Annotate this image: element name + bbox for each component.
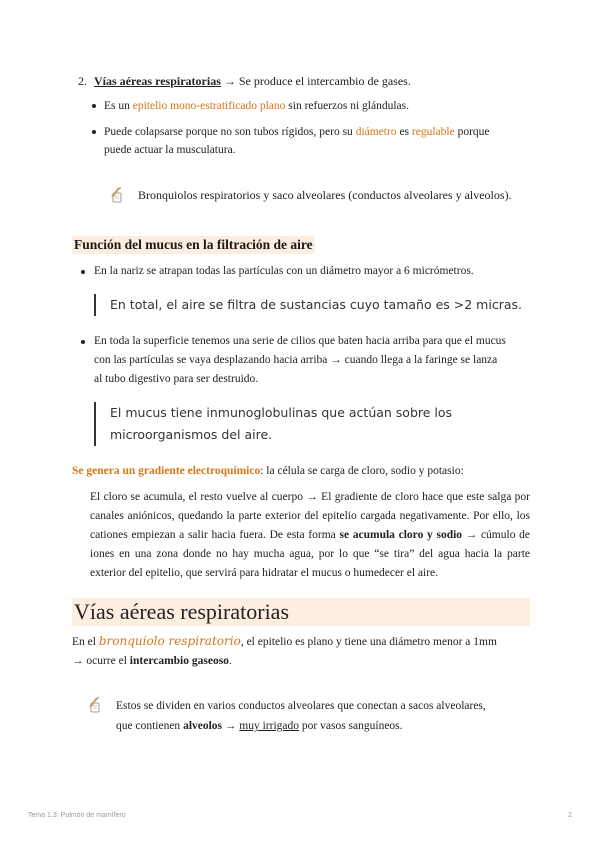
gradient-body (90, 488, 530, 583)
text: : la célula se carga de cloro, sodio y potasio: (260, 465, 464, 477)
text: Puede colapsarse porque no son tubos rígidos, pero su (104, 126, 356, 138)
gradient-paragraph (72, 462, 464, 480)
pencil-note-icon (110, 186, 126, 204)
bullet-icon (81, 270, 85, 274)
text: puede actuar la musculatura. (104, 144, 236, 156)
text: por vasos sanguíneos. (299, 720, 403, 732)
text: sin refuerzos ni glándulas. (285, 100, 409, 112)
callout-text: Bronquiolos respiratorios y saco alveolares (conductos alveolares y alveolos). (138, 188, 512, 202)
text-line: En toda la superficie tenemos una serie de cilios que baten hacia arriba para que el mucus (94, 335, 506, 347)
text: → cúmulo de iones en una zona donde no hay mucha agua, por lo que “se tira” del agua hacia la parte exterior del epitelio, que servirá para hidratar el mucus o humedecer el aire. (90, 529, 531, 579)
highlight-epitelio: epitelio mono-estratificado plano (132, 100, 286, 112)
intro-paragraph (72, 632, 532, 671)
bold-text: intercambio gaseoso (129, 655, 229, 667)
text: Es un (104, 100, 133, 112)
text-line: Estos se dividen en varios conductos alveolares que conectan a sacos alveolares, (116, 700, 486, 712)
bullet-icon (92, 104, 96, 108)
bold-text: alveolos (183, 720, 223, 732)
callout-text (116, 696, 486, 736)
section-heading-mucus: Función del mucus en la filtración de aire (74, 237, 313, 252)
item-number: 2. (78, 74, 87, 88)
text: es (396, 126, 412, 138)
footer-title: Tema 1.3. Pulmón de mamífero (28, 812, 126, 819)
bullet-nose (94, 262, 534, 281)
quote-filter (94, 294, 522, 316)
section-heading-vias: Vías aéreas respiratorias (72, 598, 530, 626)
text: . (228, 655, 232, 667)
text: En la nariz se atrapan todas las partículas con un diámetro mayor a 6 micrómetros. (94, 265, 474, 277)
gradient-label: Se genera un gradiente electroquímico (72, 465, 261, 477)
text: → ocurre el (72, 655, 130, 667)
text: En el (72, 636, 99, 648)
text: El cloro se acumula, el resto vuelve al cuerpo → El gradiente de cloro hace que este salga por canales aniónicos, quedando la parte exterior del epitelio cargada negativamente. Por ello, los cationes empiezan a salir hacia fuera. De esta forma (90, 491, 530, 541)
bullet-icon (81, 340, 85, 344)
highlight-diametro: diámetro (355, 126, 397, 138)
text-line: con las partículas se vaya desplazando hacia arriba → cuando llega a la faringe se lanza (94, 354, 498, 366)
item-arrow-text: → Se produce el intercambio de gases. (223, 74, 411, 88)
highlight-regulable: regulable (411, 126, 455, 138)
bold-text: se acumula cloro y sodio (339, 529, 463, 541)
text: que contienen (116, 720, 184, 732)
bullet-cilia (94, 332, 534, 389)
quote-text: microorganismos del aire. (110, 427, 273, 442)
text-line: al tubo digestivo para ser destruido. (94, 373, 259, 385)
text: porque (454, 126, 490, 138)
footer-page-number: 2 (568, 812, 572, 819)
quote-text: En total, el aire se filtra de sustancias cuyo tamaño es >2 micras. (110, 297, 522, 312)
quote-text: El mucus tiene inmunoglobulinas que actúan sobre los (110, 405, 453, 420)
item-title: Vías aéreas respiratorias (94, 74, 221, 88)
item-text (94, 72, 411, 90)
underline-text: muy irrigado (239, 720, 300, 732)
pencil-note-icon (88, 696, 104, 714)
bullet-icon (92, 130, 96, 134)
italic-bronquiolo: bronquiolo respiratorio (98, 634, 241, 648)
sub-bullet-2 (104, 123, 524, 159)
sub-bullet-1 (104, 97, 524, 115)
text: → (222, 720, 240, 732)
quote-mucus (94, 402, 452, 446)
text: , el epitelio es plano y tiene una diámetro menor a 1mm (240, 636, 497, 648)
